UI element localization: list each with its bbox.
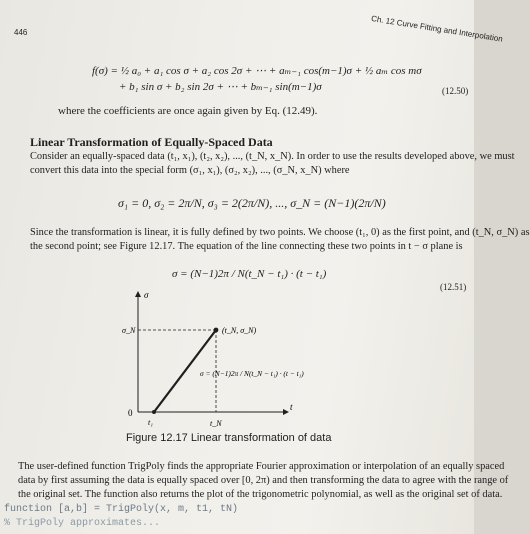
axis-label-sigma: σ [144,290,149,300]
sigma-n-label: σ_N [122,326,136,335]
fourier-equation-line1: f(σ) = ½ a₀ + a₁ cos σ + a₂ cos 2σ + ⋯ + aₘ₋₁ cos(m−1)σ + ½ aₘ cos mσ [92,65,422,77]
paragraph-1-line-2: convert this data into the special form (σ₁, x₁), (σ₂, x₂), ..., (σ_N, x_N) where [30,165,350,176]
t1-label: t₁ [148,418,154,427]
tn-label: t_N [210,419,222,428]
code-line-2: % TrigPoly approximates... [4,518,161,529]
line-equation: σ = (N−1)2π / N(t_N − t₁) · (t − t₁) [172,268,327,280]
equation-number-12-51: (12.51) [440,282,467,292]
bottom-line-3: the original set. The function also returns the plot of the trigonometric polynomial, as well as the original set of data. [18,489,503,500]
sigma-equation: σ₁ = 0, σ₂ = 2π/N, σ₃ = 2(2π/N), ..., σ_N = (N−1)(2π/N) [118,196,386,210]
page-number: 446 [14,28,28,37]
origin-label: 0 [128,408,133,418]
paragraph-2-line-1: Since the transformation is linear, it is fully defined by two points. We choose (t₁, 0) as the first point, and (t_N, σ_N) as [30,227,530,238]
figure-caption: Figure 12.17 Linear transformation of data [126,432,332,444]
bottom-line-1: The user-defined function TrigPoly finds the appropriate Fourier approximation or interpolation of an equally spaced [18,461,505,472]
end-point [214,328,219,333]
equation-number-12-50: (12.50) [442,86,469,96]
figure-12-17 [108,284,308,432]
bottom-line-2: data by first assuming the data is equally spaced over [0, 2π) and then transforming the data to agree with the range of [18,475,509,486]
paragraph-1-line-1: Consider an equally-spaced data (t₁, x₁), (t₂, x₂), ..., (t_N, x_N). In order to use the results developed above, we must [30,151,515,162]
chapter-header: Ch. 12 Curve Fitting and Interpolation [370,14,504,44]
paragraph-2-line-2: the second point; see Figure 12.17. The equation of the line connecting these two points in t − σ plane is [30,241,463,252]
start-point [152,410,156,414]
section-heading: Linear Transformation of Equally-Spaced Data [30,135,273,149]
fourier-equation-line2: + b₁ sin σ + b₂ sin 2σ + ⋯ + bₘ₋₁ sin(m−1)σ [119,81,322,93]
point-label: (t_N, σ_N) [222,326,257,335]
axis-label-t: t [290,402,293,412]
coefficients-text: where the coefficients are once again given by Eq. (12.49). [58,105,318,117]
code-line-1: function [a,b] = TrigPoly(x, m, t1, tN) [4,504,239,515]
inner-equation-label: σ = (N−1)2π / N(t_N − t₁) · (t − t₁) [200,369,304,378]
